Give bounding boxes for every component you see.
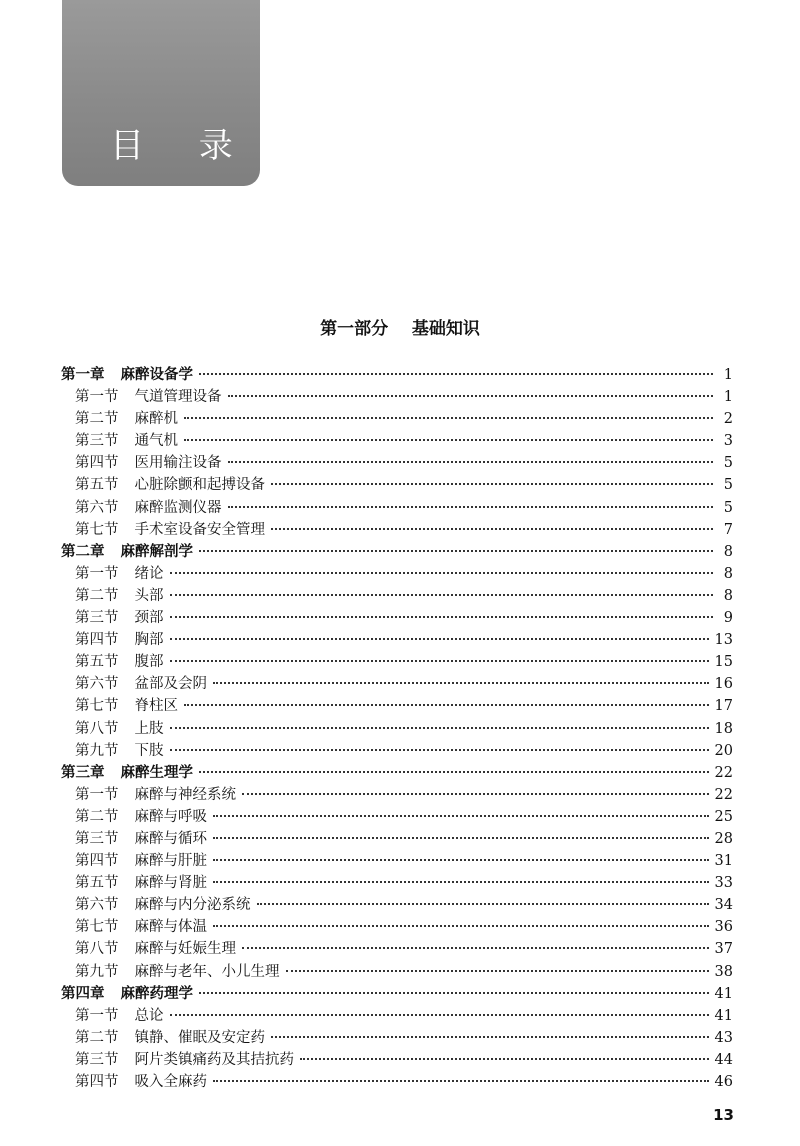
toc-section-entry[interactable]: [61, 452, 733, 474]
toc-entry-page: 1: [723, 389, 733, 406]
toc-entry-title: 腹部: [134, 654, 164, 671]
toc-entry-number: 第一节: [75, 786, 119, 803]
toc-entry-page: 5: [723, 499, 733, 516]
toc-entry-number: 第一章: [61, 366, 105, 383]
toc-entry-number: 第八节: [75, 941, 119, 958]
toc-entry-title: 镇静、催眠及安定药: [134, 1029, 265, 1046]
toc-chapter-entry[interactable]: [61, 983, 733, 1005]
toc-entry-page: 16: [714, 676, 733, 693]
toc-entry-number: 第三节: [75, 610, 119, 627]
dot-leader: [242, 947, 709, 949]
toc-entry-page: 3: [723, 433, 733, 450]
toc-section-entry[interactable]: [61, 386, 733, 408]
toc-entry-number: 第三节: [75, 433, 119, 450]
toc-entry-title: 麻醉设备学: [120, 366, 193, 383]
dot-leader: [184, 417, 713, 419]
dot-leader: [170, 572, 714, 574]
dot-leader: [213, 837, 709, 839]
toc-entry-number: 第六节: [75, 897, 119, 914]
page-number: 13: [713, 1106, 734, 1124]
toc-entry-page: 2: [723, 411, 733, 428]
toc-section-entry[interactable]: [61, 585, 733, 607]
toc-entry-page: 34: [714, 897, 733, 914]
toc-entry-number: 第五节: [75, 654, 119, 671]
toc-entry-number: 第二节: [75, 808, 119, 825]
dot-leader: [228, 461, 714, 463]
toc-entry-title: 盆部及会阴: [134, 676, 207, 693]
toc-entry-title: 麻醉机: [134, 411, 178, 428]
toc-section-entry[interactable]: [61, 1005, 733, 1027]
toc-section-entry[interactable]: [61, 916, 733, 938]
toc-entry-page: 41: [714, 1007, 733, 1024]
dot-leader: [170, 660, 709, 662]
toc-entry-title: 手术室设备安全管理: [134, 521, 265, 538]
toc-entry-title: 胸部: [134, 632, 164, 649]
toc-entry-page: 31: [714, 853, 733, 870]
toc-entry-title: 通气机: [134, 433, 178, 450]
toc-entry-number: 第三节: [75, 830, 119, 847]
toc-entry-page: 15: [714, 654, 733, 671]
toc-chapter-entry[interactable]: [61, 762, 733, 784]
table-of-contents: [61, 364, 733, 1093]
toc-entry-page: 8: [723, 565, 733, 582]
toc-entry-title: 麻醉与内分泌系统: [134, 897, 251, 914]
toc-entry-title: 麻醉与循环: [134, 830, 207, 847]
toc-entry-number: 第一节: [75, 389, 119, 406]
dot-leader: [242, 793, 709, 795]
toc-section-entry[interactable]: [61, 563, 733, 585]
toc-entry-number: 第二节: [75, 587, 119, 604]
dot-leader: [170, 594, 714, 596]
toc-entry-number: 第七节: [75, 521, 119, 538]
toc-entry-title: 心脏除颤和起搏设备: [134, 477, 265, 494]
toc-entry-number: 第二节: [75, 411, 119, 428]
toc-section-entry[interactable]: [61, 740, 733, 762]
toc-entry-page: 36: [714, 919, 733, 936]
dot-leader: [271, 1036, 709, 1038]
toc-entry-title: 麻醉与体温: [134, 919, 207, 936]
toc-entry-title: 麻醉与肾脏: [134, 875, 207, 892]
toc-section-entry[interactable]: [61, 1071, 733, 1093]
toc-entry-page: 41: [714, 985, 733, 1002]
toc-entry-number: 第九节: [75, 963, 119, 980]
toc-entry-page: 46: [714, 1074, 733, 1090]
toc-entry-number: 第七节: [75, 919, 119, 936]
toc-entry-page: 8: [723, 587, 733, 604]
toc-section-entry[interactable]: [61, 497, 733, 519]
dot-leader: [271, 528, 713, 530]
dot-leader: [199, 992, 709, 994]
toc-entry-page: 20: [714, 742, 733, 759]
dot-leader: [199, 373, 713, 375]
toc-entry-title: 麻醉药理学: [120, 984, 193, 1002]
toc-entry-page: 22: [714, 764, 733, 781]
dot-leader: [170, 727, 709, 729]
toc-entry-page: 43: [714, 1029, 733, 1046]
dot-leader: [199, 550, 713, 552]
dot-leader: [213, 881, 709, 883]
toc-entry-number: 第一节: [75, 565, 119, 582]
toc-entry-page: 37: [714, 941, 733, 958]
toc-entry-page: 17: [714, 698, 733, 715]
toc-section-entry[interactable]: [61, 872, 733, 894]
toc-entry-page: 9: [723, 610, 733, 627]
toc-entry-title: 气道管理设备: [134, 389, 222, 406]
toc-section-entry[interactable]: [61, 695, 733, 717]
dot-leader: [271, 483, 713, 485]
toc-entry-page: 18: [714, 720, 733, 737]
dot-leader: [213, 815, 709, 817]
toc-entry-number: 第五节: [75, 875, 119, 892]
toc-entry-title: 麻醉与妊娠生理: [134, 941, 236, 958]
toc-entry-page: 28: [714, 830, 733, 847]
dot-leader: [228, 506, 714, 508]
toc-section-entry[interactable]: [61, 408, 733, 430]
toc-entry-number: 第七节: [75, 698, 119, 715]
toc-section-entry[interactable]: [61, 784, 733, 806]
toc-entry-title: 麻醉与神经系统: [134, 786, 236, 803]
dot-leader: [213, 925, 709, 927]
toc-entry-page: 33: [714, 875, 733, 892]
toc-entry-page: 13: [714, 632, 733, 649]
dot-leader: [170, 616, 714, 618]
page-title: 目 录: [110, 126, 255, 166]
dot-leader: [286, 970, 709, 972]
toc-entry-title: 下肢: [134, 742, 164, 759]
toc-section-entry[interactable]: [61, 1049, 733, 1071]
toc-section-entry[interactable]: [61, 651, 733, 673]
toc-entry-number: 第二节: [75, 1029, 119, 1046]
toc-entry-title: 颈部: [134, 610, 164, 627]
toc-section-entry[interactable]: [61, 961, 733, 983]
toc-entry-title: 阿片类镇痛药及其拮抗药: [134, 1051, 294, 1068]
title-tab: [62, 0, 260, 186]
toc-entry-page: 44: [714, 1051, 733, 1068]
toc-section-entry[interactable]: [61, 1027, 733, 1049]
toc-entry-title: 吸入全麻药: [134, 1074, 207, 1090]
toc-entry-number: 第九节: [75, 742, 119, 759]
toc-entry-number: 第六节: [75, 499, 119, 516]
toc-section-entry[interactable]: [61, 629, 733, 651]
toc-entry-page: 7: [723, 521, 733, 538]
toc-chapter-entry[interactable]: [61, 541, 733, 563]
dot-leader: [257, 903, 709, 905]
dot-leader: [213, 682, 709, 684]
dot-leader: [170, 1014, 709, 1016]
toc-entry-page: 25: [714, 808, 733, 825]
toc-entry-title: 麻醉解剖学: [120, 542, 193, 560]
dot-leader: [170, 749, 709, 751]
dot-leader: [228, 395, 714, 397]
toc-entry-title: 麻醉与呼吸: [134, 808, 207, 825]
toc-entry-title: 总论: [134, 1007, 164, 1024]
toc-entry-number: 第八节: [75, 720, 119, 737]
toc-entry-number: 第四节: [75, 455, 119, 472]
toc-entry-title: 麻醉生理学: [120, 763, 193, 781]
toc-section-entry[interactable]: [61, 894, 733, 916]
toc-entry-page: 1: [723, 367, 733, 383]
toc-entry-title: 麻醉与老年、小儿生理: [134, 963, 280, 980]
toc-section-entry[interactable]: [61, 806, 733, 828]
toc-entry-title: 上肢: [134, 720, 164, 737]
toc-entry-page: 22: [714, 786, 733, 803]
toc-section-entry[interactable]: [61, 673, 733, 695]
dot-leader: [199, 771, 709, 773]
dot-leader: [300, 1058, 709, 1060]
toc-entry-number: 第二章: [61, 542, 105, 560]
toc-section-entry[interactable]: [61, 474, 733, 496]
toc-entry-page: 8: [723, 543, 733, 560]
toc-section-entry[interactable]: [61, 607, 733, 629]
dot-leader: [184, 439, 713, 441]
toc-section-entry[interactable]: [61, 718, 733, 740]
toc-section-entry[interactable]: [61, 430, 733, 452]
toc-section-entry[interactable]: [61, 519, 733, 541]
toc-section-entry[interactable]: [61, 828, 733, 850]
toc-entry-title: 麻醉与肝脏: [134, 853, 207, 870]
dot-leader: [213, 1080, 709, 1082]
toc-entry-number: 第四节: [75, 1074, 119, 1090]
toc-entry-number: 第一节: [75, 1007, 119, 1024]
dot-leader: [184, 704, 709, 706]
toc-entry-page: 38: [714, 963, 733, 980]
toc-entry-number: 第四章: [61, 984, 105, 1002]
toc-entry-number: 第六节: [75, 676, 119, 693]
toc-entry-number: 第四节: [75, 853, 119, 870]
toc-entry-number: 第三节: [75, 1051, 119, 1068]
toc-chapter-entry[interactable]: [61, 364, 733, 386]
part-heading: 第一部分 基础知识: [320, 319, 480, 339]
toc-entry-title: 麻醉监测仪器: [134, 499, 222, 516]
toc-entry-title: 头部: [134, 587, 164, 604]
dot-leader: [213, 859, 709, 861]
toc-entry-page: 5: [723, 455, 733, 472]
toc-entry-number: 第三章: [61, 763, 105, 781]
toc-entry-title: 脊柱区: [134, 698, 178, 715]
toc-section-entry[interactable]: [61, 938, 733, 960]
toc-entry-title: 绪论: [134, 565, 164, 582]
toc-entry-title: 医用输注设备: [134, 455, 222, 472]
dot-leader: [170, 638, 709, 640]
toc-entry-number: 第五节: [75, 477, 119, 494]
toc-entry-page: 5: [723, 477, 733, 494]
toc-section-entry[interactable]: [61, 850, 733, 872]
toc-entry-number: 第四节: [75, 632, 119, 649]
